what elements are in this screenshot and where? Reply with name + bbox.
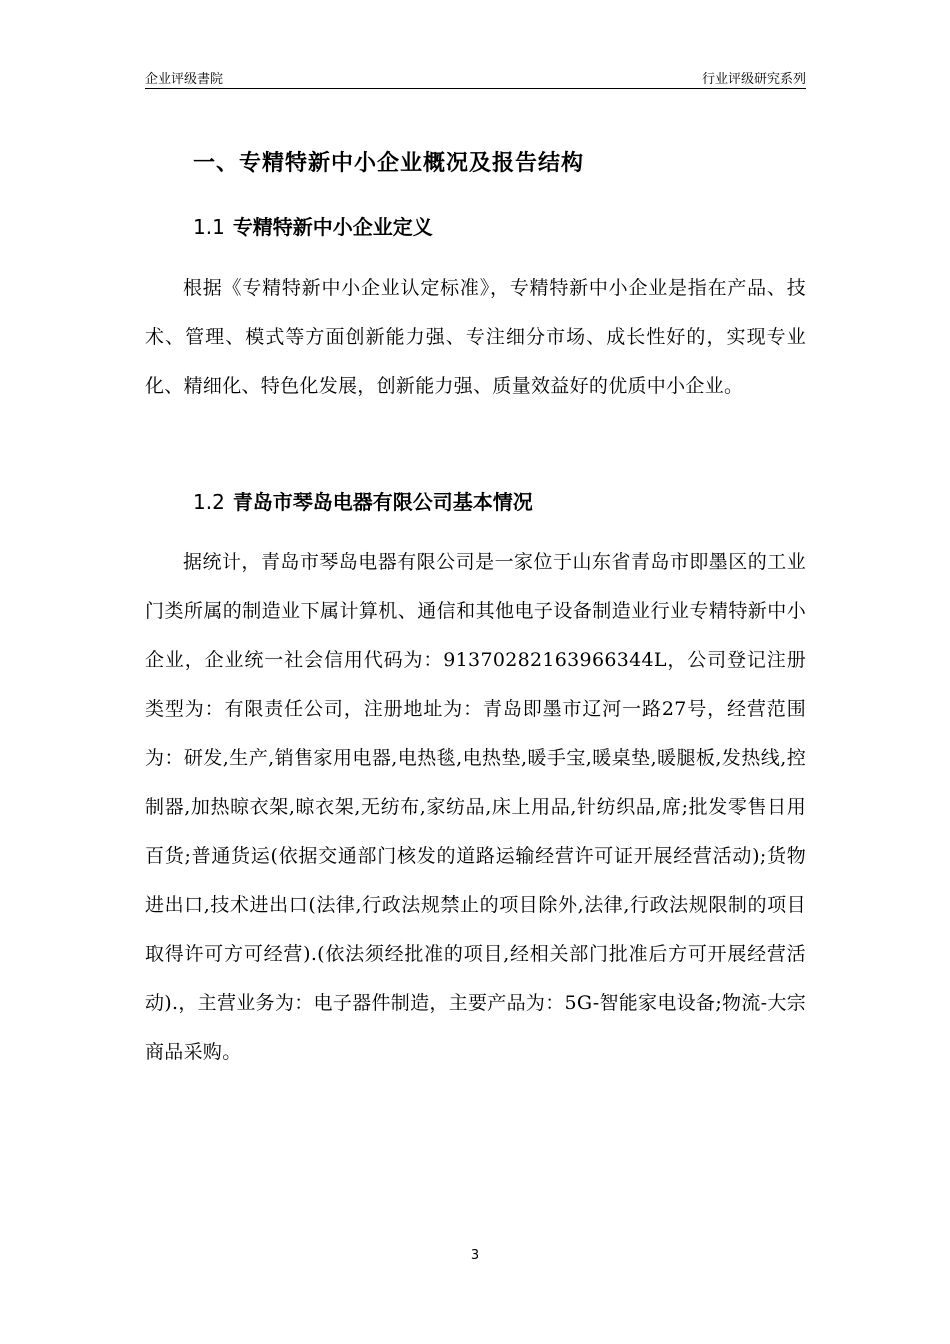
subsection-title: 青岛市琴岛电器有限公司基本情况 [232,490,533,514]
subsection-title: 专精特新中小企业定义 [232,215,433,239]
header-series: 行业评级研究系列 [701,72,806,87]
header-publisher: 企业评级書院 [145,72,224,87]
subsection-heading-company [193,486,533,515]
section-title: 一、专精特新中小企业概况及报告结构 [193,151,585,176]
page-header [145,66,806,89]
subsection-heading-definition [193,211,433,240]
company-paragraph: 据统计，青岛市琴岛电器有限公司是一家位于山东省青岛市即墨区的工业门类所属的制造业下属计算机、通信和其他电子设备制造业行业专精特新中小企业，企业统一社会信用代码为：91370282163966344L，公司登记注册类型为：有限责任公司，注册地址为：青岛即墨市辽河一路27号，经营范围为：研发,生产,销售家用电器,电热毯,电热垫,暖手宝,暖桌垫,暖腿板,发热线,控制器,加热晾衣架,晾衣架,无纺布,家纺品,床上用品,针纺织品,席;批发零售日用百货;普通货运(依据交通部门核发的道路运输经营许可证开展经营活动);货物进出口,技术进出口(法律,行政法规禁止的项目除外,法律,行政法规限制的项目取得许可方可经营).(依法须经批准的项目,经相关部门批准后方可开展经营活动).，主营业务为：电子器件制造，主要产品为：5G-智能家电设备;物流-大宗商品采购。 [145,551,806,1063]
subsection-number: 1.2 [193,490,225,514]
subsection-number: 1.1 [193,215,225,239]
page-number: 3 [470,1248,480,1263]
definition-paragraph: 根据《专精特新中小企业认定标准》，专精特新中小企业是指在产品、技术、管理、模式等方面创新能力强、专注细分市场、成长性好的，实现专业化、精细化、特色化发展，创新能力强、质量效益好的优质中小企业。 [145,277,806,397]
